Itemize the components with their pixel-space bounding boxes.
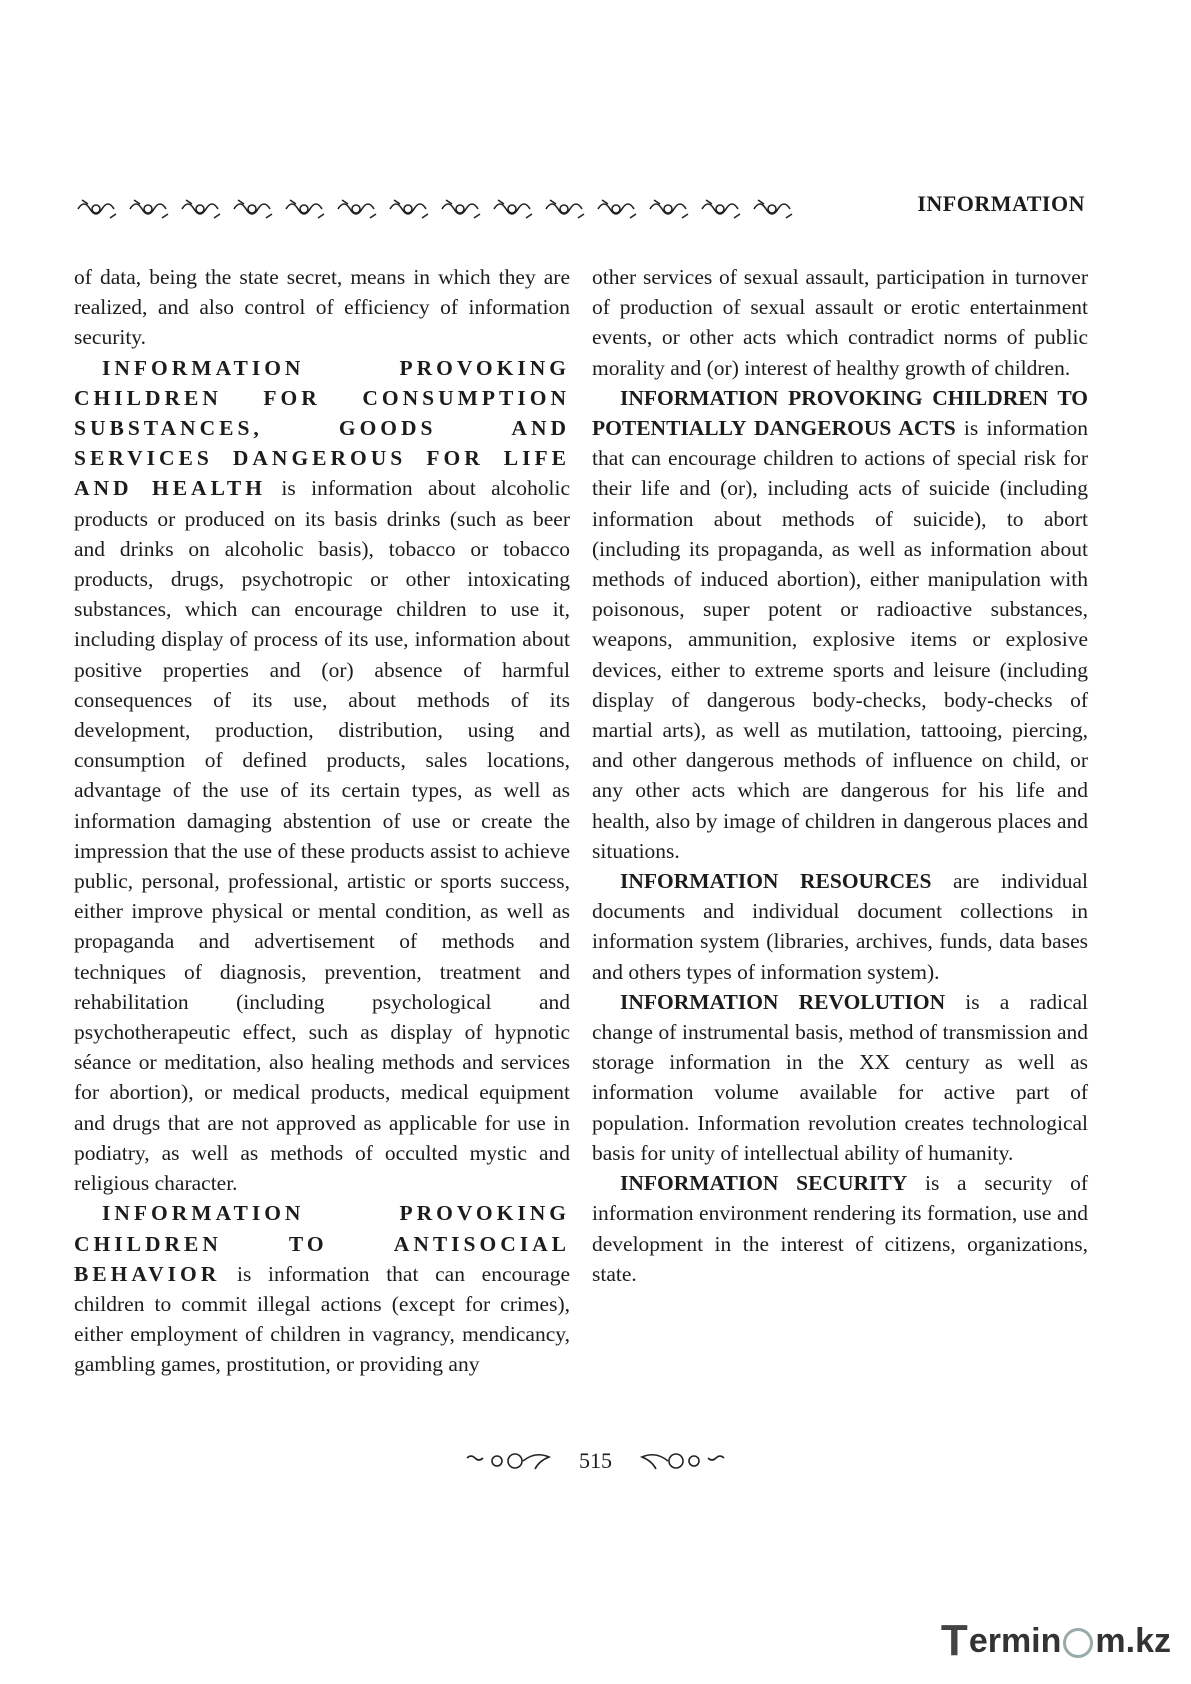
ornament-knot (342, 200, 376, 218)
footer-ornament-left (463, 1450, 553, 1472)
ornament-knot (654, 200, 688, 218)
watermark-text: ermin (968, 1621, 1062, 1660)
dictionary-entry (592, 866, 1088, 987)
ornament-knot (92, 205, 100, 213)
ornament-knot (706, 200, 740, 218)
ornament-knot (550, 200, 584, 218)
dictionary-entry (74, 1198, 570, 1379)
watermark-domain: m.kz (1095, 1621, 1171, 1660)
magnifier-icon (1063, 1628, 1093, 1658)
ornament-knot (716, 205, 724, 213)
watermark-logo (941, 1616, 1171, 1666)
entry-term: INFORMATION RESOURCES (620, 869, 932, 894)
ornament-knot (456, 205, 464, 213)
entry-definition: is a security of information environment rendering its formation, use and development in the interest of citizens, organizations, state. (592, 1171, 1088, 1286)
ornament-knot (508, 205, 516, 213)
dictionary-entry (592, 383, 1088, 866)
ornament-knot (238, 200, 272, 218)
ornament-knot (758, 200, 792, 218)
entry-definition: is information about alcoholic products or produced on its basis drinks (such as beer and drinks on alcoholic basis), tobacco or tobacco products, drugs, psychotropic or other intoxicating substances, which can encourage children to use it, including display of process of its use, information about positive properties and (or) absence of harmful consequences of its use, about methods of its development, production, distribution, using and consumption of defined products, sales locations, advantage of the use of its certain types, as well as information damaging abstention of use or create the impression that the use of these products assist to achieve public, personal, professional, artistic or sports success, either improve physical or mental condition, as well as propaganda and advertisement of methods and techniques of diagnosis, prevention, treatment and rehabilitation (including psychological and psychotherapeutic effect, such as display of hypnotic séance or meditation, also healing methods and services for abortion), or medical products, medical equipment and drugs that are not approved as applicable for use in podiatry, as well as methods of occulted mystic and religious character. (74, 476, 570, 1196)
entry-term: INFORMATION SECURITY (620, 1171, 908, 1196)
entry-definition: is a radical change of instrumental basis, method of transmission and storage information in the XX century as well as information volume available for active part of population. Information revolution creates technological basis for unity of intellectual ability of humanity. (592, 989, 1089, 1165)
ornament-knot (768, 205, 776, 213)
ornament-knot (134, 200, 168, 218)
page-number: 515 (579, 1448, 612, 1473)
left-column (74, 262, 570, 1380)
ornament-knot (498, 200, 532, 218)
running-header-title: INFORMATION (917, 191, 1085, 216)
entry-definition: is information that can encourage children to actions of special risk for their life and (or), including acts of suicide (including information about methods of suicide), to abort (including its propaganda, as well as information about methods of induced abortion), either manipulation with poisonous, super potent or radioactive substances, weapons, ammunition, explosive items or explosive devices, either to extreme sports and leisure (including display of dangerous body-checks, body-checks of martial arts), as well as mutilation, tattooing, piercing, and other dangerous methods of influence on child, or any other acts which are dangerous for his life and health, also by image of children in dangerous places and situations. (592, 416, 1088, 863)
ornament-knot (196, 205, 204, 213)
right-column (592, 262, 1088, 1289)
ornament-knot (446, 200, 480, 218)
footer-ornament-right (638, 1450, 728, 1472)
header-ornament (72, 196, 812, 222)
ornament-knot (300, 205, 308, 213)
ornament-knot (186, 200, 220, 218)
entry-term: INFORMATION PROVOKING CHILDREN TO ANTISOCIAL BEHAVIOR (74, 1201, 570, 1286)
ornament-knot (560, 205, 568, 213)
entry-term: INFORMATION PROVOKING CHILDREN TO POTENTIALLY DANGEROUS ACTS (592, 385, 1088, 441)
page-footer (0, 1448, 1191, 1474)
ornament-knot (612, 205, 620, 213)
entry-term: INFORMATION PROVOKING CHILDREN FOR CONSUMPTION SUBSTANCES, GOODS AND SERVICES DANGEROUS FOR LIFE AND HEALTH (74, 355, 570, 501)
continued-paragraph: of data, being the state secret, means in which they are realized, and also control of efficiency of information security. (74, 265, 570, 350)
ornament-knot (82, 200, 116, 218)
ornament-knot (248, 205, 256, 213)
ornament-knot (290, 200, 324, 218)
ornament-knot (404, 205, 412, 213)
entry-definition: are individual documents and individual document collections in information system (libraries, archives, funds, data bases and others types of information system). (592, 869, 1088, 984)
dictionary-entry (74, 353, 570, 1199)
watermark-letter: T (940, 1616, 968, 1665)
ornament-knot (394, 200, 428, 218)
ornament-knot (664, 205, 672, 213)
entry-term: INFORMATION REVOLUTION (620, 989, 946, 1014)
ornament-knot (352, 205, 360, 213)
dictionary-entry (592, 987, 1088, 1168)
dictionary-entry (592, 1168, 1088, 1289)
ornament-knot (602, 200, 636, 218)
continued-paragraph: other services of sexual assault, participation in turnover of production of sexual assault or erotic entertainment events, or other acts which contradict norms of public morality and (or) interest of healthy growth of children. (592, 265, 1088, 380)
entry-definition: is information that can encourage children to commit illegal actions (except for crimes), either employment of children in vagrancy, mendicancy, gambling games, prostitution, or providing any (74, 1261, 570, 1377)
ornament-knot (144, 205, 152, 213)
